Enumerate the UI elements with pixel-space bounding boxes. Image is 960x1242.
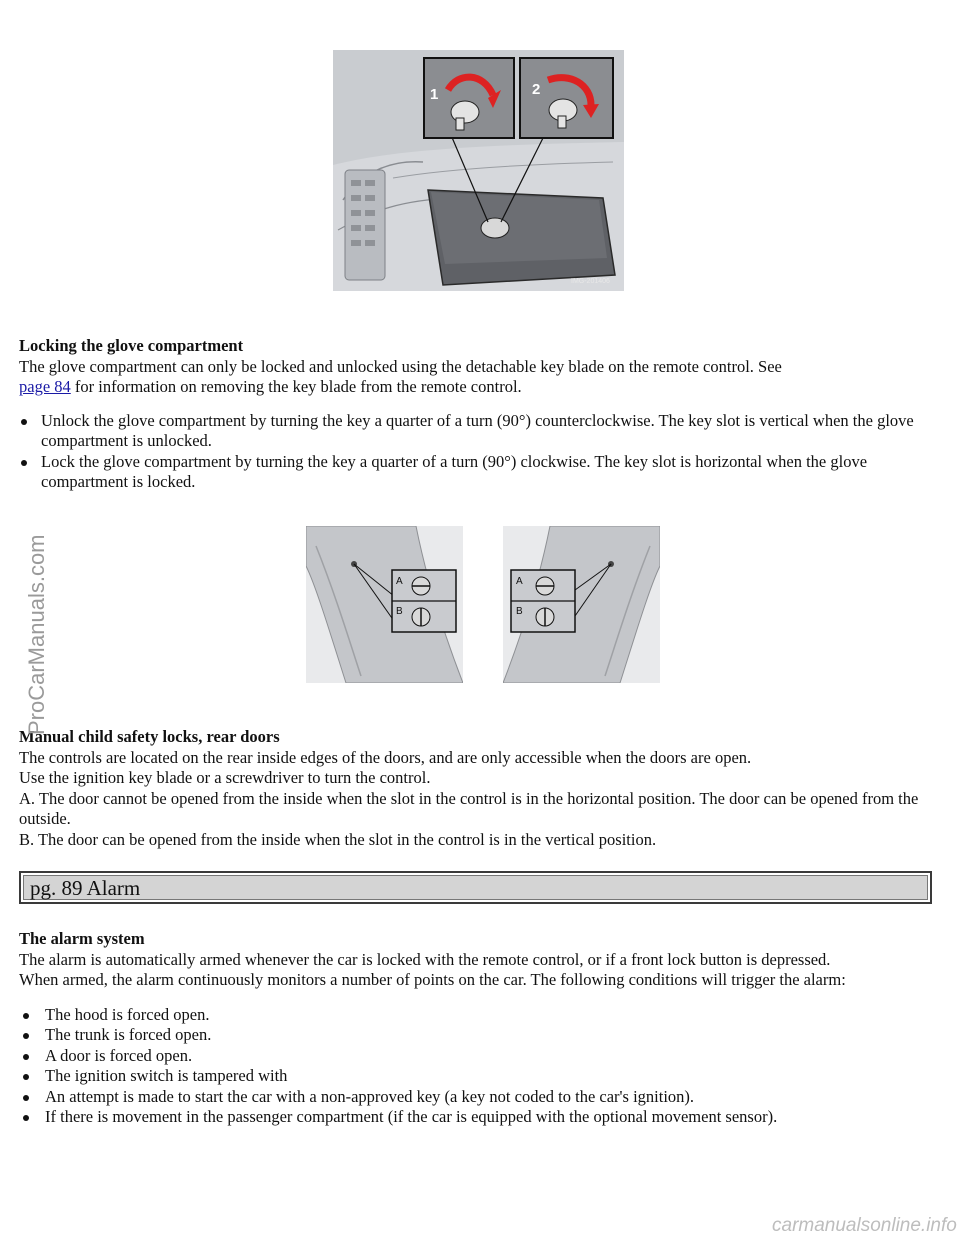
list-item: An attempt is made to start the car with a non-approved key (a key not coded to the car's ignition).: [19, 1087, 937, 1108]
child-lock-figure-left: [306, 526, 463, 683]
section2-line: B. The door can be opened from the inside when the slot in the control is in the vertical position.: [19, 829, 657, 849]
page-84-link[interactable]: page 84: [19, 377, 71, 396]
section2-line: Use the ignition key blade or a screwdriver to turn the control.: [19, 768, 431, 787]
figure2-left-label-a: A: [396, 576, 403, 587]
list-item: If there is movement in the passenger compartment (if the car is equipped with the optional movement sensor).: [19, 1107, 937, 1128]
figure1-step2-label: 2: [532, 81, 541, 98]
section3-title: The alarm system: [19, 929, 145, 948]
list-item: A door is forced open.: [19, 1046, 937, 1067]
figure2-right-label-b: B: [516, 606, 523, 617]
list-item: The hood is forced open.: [19, 1005, 937, 1026]
section1-intro-text: The glove compartment can only be locked and unlocked using the detachable key blade on the remote control. See: [19, 356, 782, 376]
list-item: The ignition switch is tampered with: [19, 1066, 937, 1087]
child-safety-section: [19, 727, 937, 850]
figure2-left-label-b: B: [396, 606, 403, 617]
glove-compartment-section: [19, 336, 937, 493]
glove-compartment-figure: [333, 50, 624, 291]
alarm-section: [19, 929, 937, 1128]
section1-intro: [19, 357, 937, 398]
section2-title: Manual child safety locks, rear doors: [19, 727, 280, 746]
section3-para1: The alarm is automatically armed whenever the car is locked with the remote control, or if a front lock button is depressed.: [19, 949, 831, 969]
figure1-step1-label: 1: [430, 86, 439, 103]
page-header-title: pg. 89 Alarm: [30, 876, 141, 900]
figure2-right-label-a: A: [516, 576, 523, 587]
section2-line: A. The door cannot be opened from the inside when the slot in the control is in the horizontal position. The door can be opened from the outside.: [19, 788, 919, 828]
list-item: Unlock the glove compartment by turning the key a quarter of a turn (90°) counterclockwise. The key slot is vertical when the glove compartment is unlocked.: [19, 411, 937, 452]
figure1-code: IMG-201406: [571, 278, 610, 285]
section2-line: The controls are located on the rear inside edges of the doors, and are only accessible when the doors are open.: [19, 747, 752, 767]
section3-para2: When armed, the alarm continuously monitors a number of points on the car. The following conditions will trigger the alarm:: [19, 970, 846, 989]
page-header-bar: [19, 871, 932, 904]
section1-title: Locking the glove compartment: [19, 336, 244, 355]
side-watermark: ProCarManuals.com: [24, 534, 49, 735]
footer-watermark: carmanualsonline.info: [772, 1215, 957, 1236]
section1-intro-text-after: for information on removing the key blade from the remote control.: [74, 377, 522, 396]
list-item: Lock the glove compartment by turning the key a quarter of a turn (90°) clockwise. The key slot is horizontal when the glove compartment is locked.: [19, 452, 937, 493]
child-lock-figure-right: [503, 526, 660, 683]
list-item: The trunk is forced open.: [19, 1025, 937, 1046]
